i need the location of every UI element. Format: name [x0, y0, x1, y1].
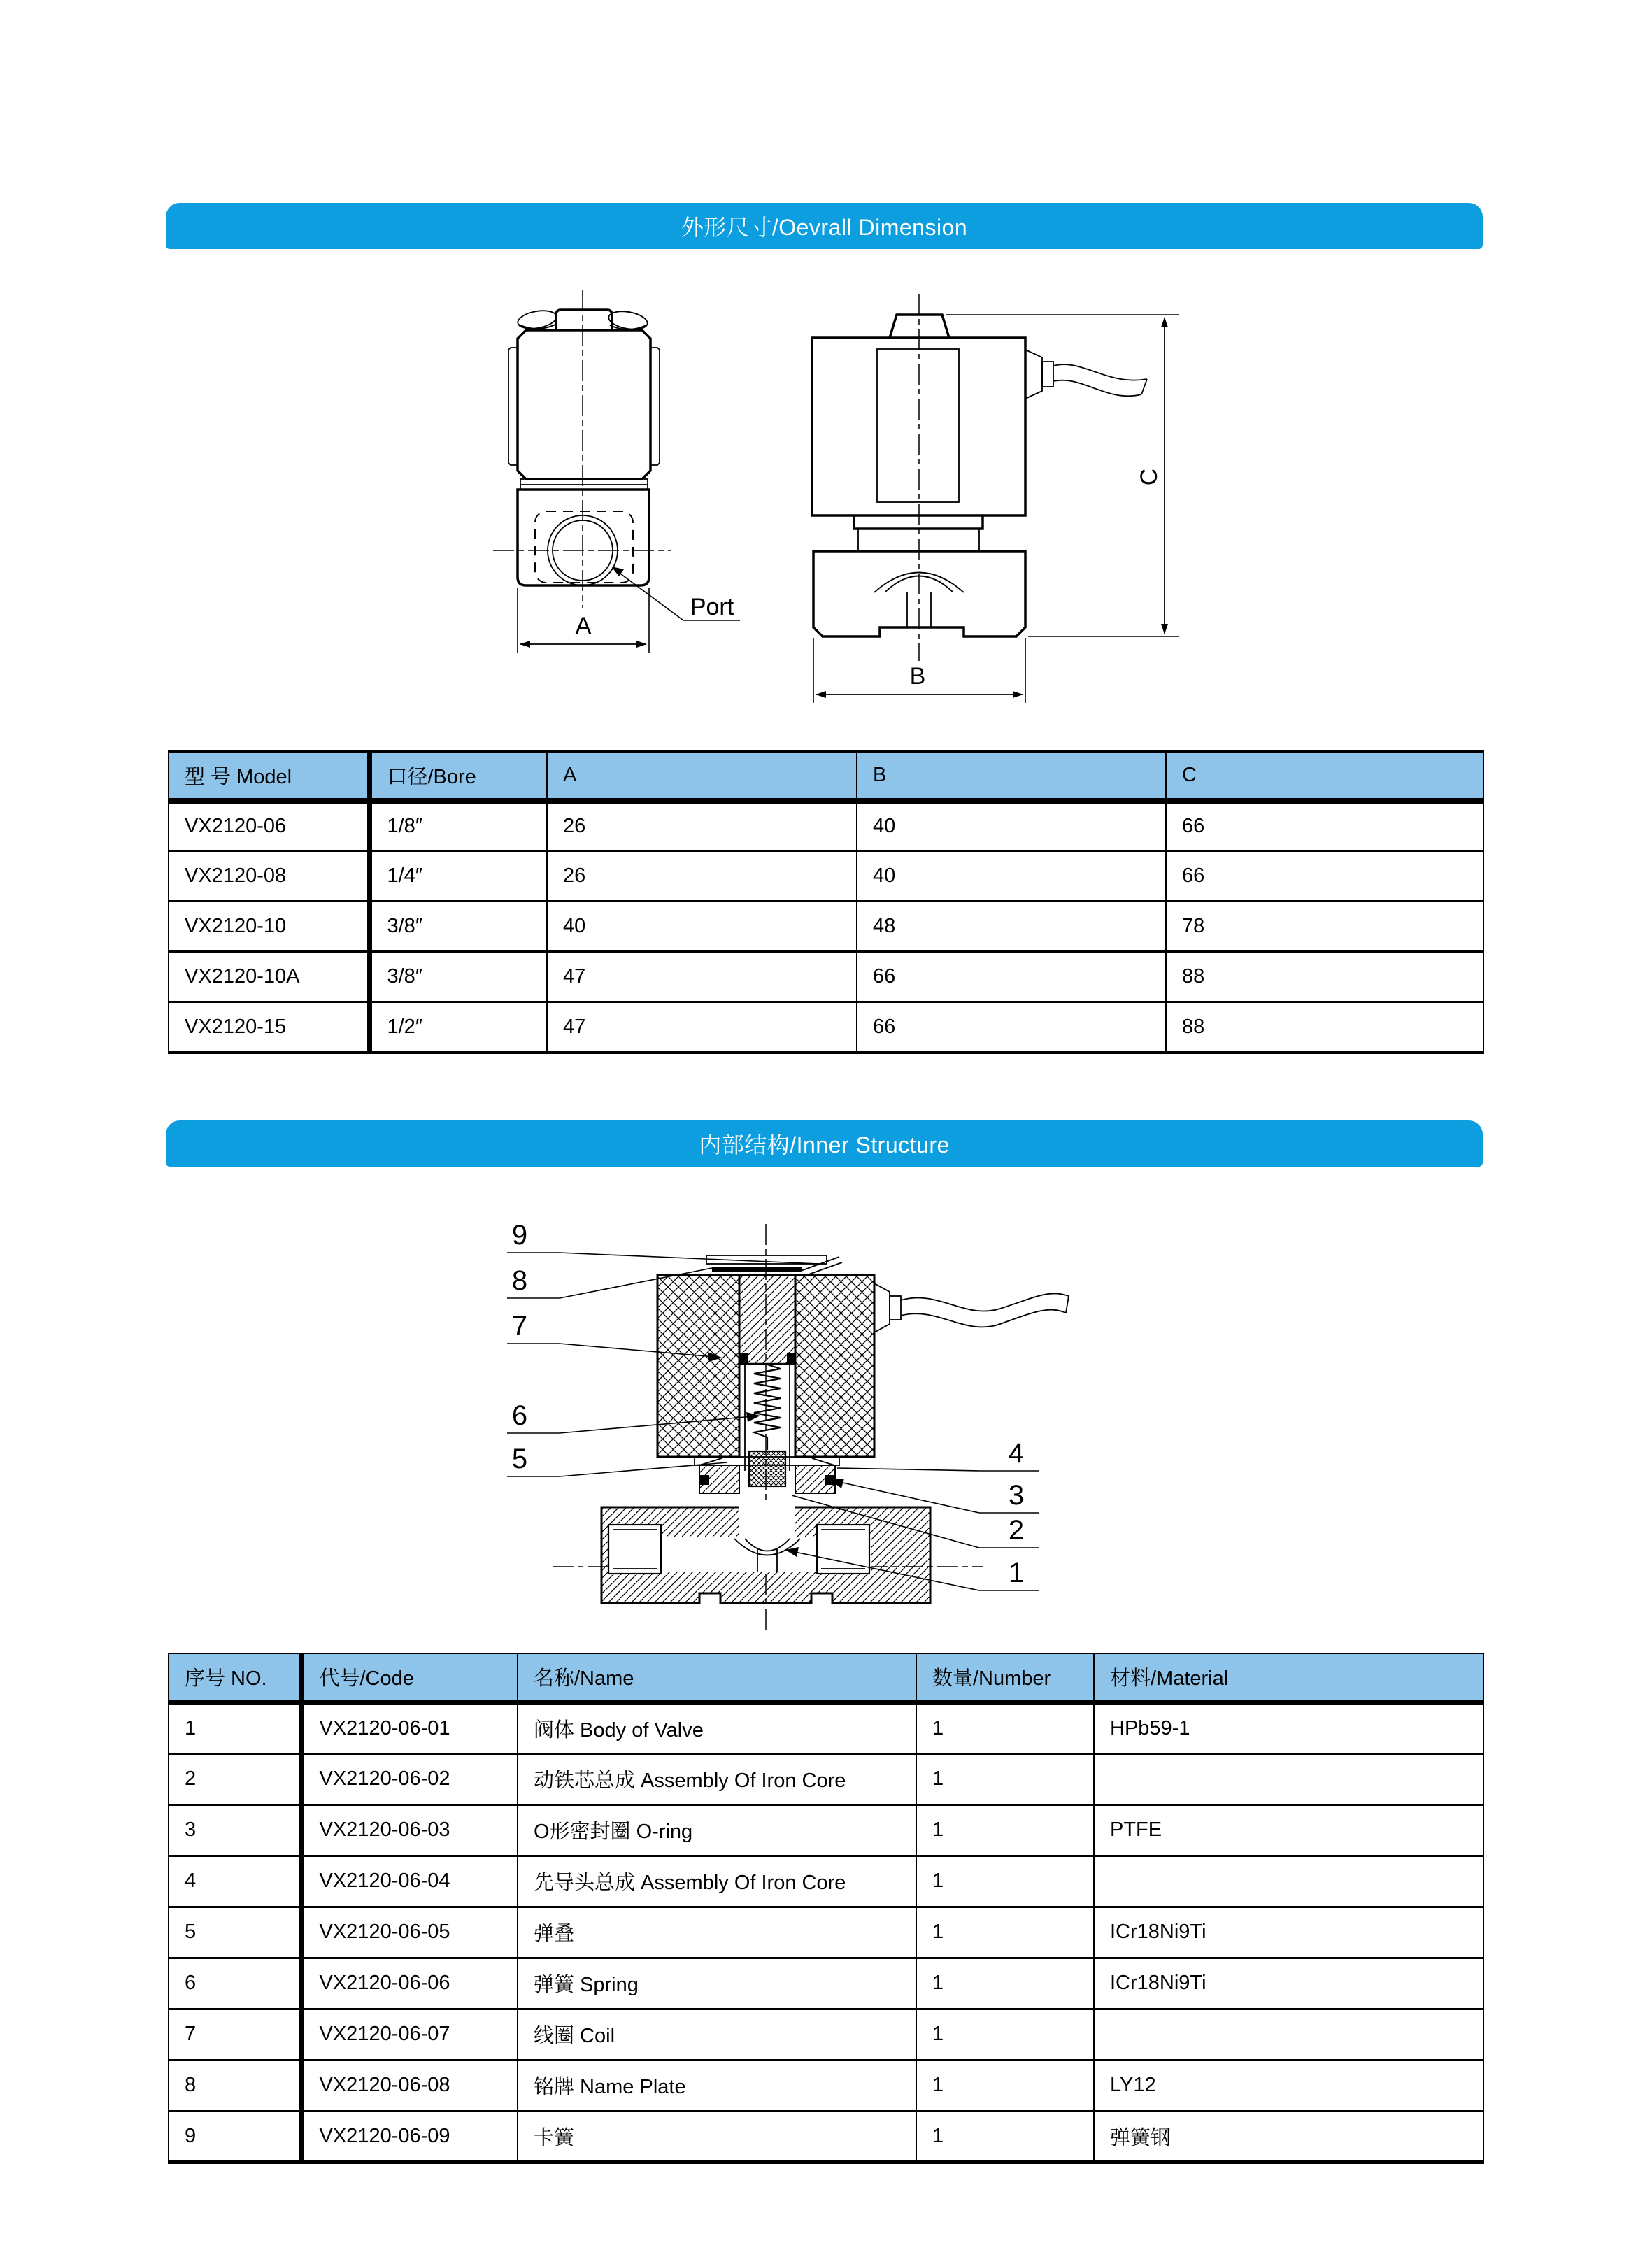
cell-material: PTFE — [1094, 1804, 1483, 1856]
cell-code: VX2120-06-09 — [301, 2111, 518, 2162]
cell-material — [1094, 1856, 1483, 1907]
cell-name: 弹簧 Spring — [518, 1958, 916, 2009]
cell-bore: 1/2″ — [369, 1002, 547, 1053]
cell-no: 5 — [169, 1907, 301, 1958]
dimension-table-header-row — [169, 752, 1483, 801]
cell-name: 先导头总成 Assembly Of Iron Core — [518, 1856, 916, 1907]
col-header-code: 代号/Code — [301, 1653, 518, 1702]
svg-text:9: 9 — [511, 1220, 528, 1251]
col-header-material: 材料/Material — [1094, 1653, 1483, 1702]
cell-bore: 1/8″ — [369, 801, 547, 851]
cell-name: 线圈 Coil — [518, 2009, 916, 2060]
cell-name: 卡簧 — [518, 2111, 916, 2162]
section-header-overall-dimension — [166, 203, 1483, 249]
parts-table — [168, 1653, 1484, 2164]
cell-bore: 3/8″ — [369, 902, 547, 952]
cell-material — [1094, 2009, 1483, 2060]
cell-number: 1 — [916, 1958, 1094, 2009]
table-row — [169, 2009, 1483, 2060]
cell-material: ICr18Ni9Ti — [1094, 1958, 1483, 2009]
table-row — [169, 2060, 1483, 2111]
svg-text:5: 5 — [511, 1444, 528, 1474]
inner-structure-drawing — [490, 1213, 1077, 1651]
cell-name: 铭牌 Name Plate — [518, 2060, 916, 2111]
col-header-b: B — [857, 752, 1166, 801]
spring-part — [754, 1365, 781, 1450]
col-header-c: C — [1166, 752, 1483, 801]
cell-c: 78 — [1166, 902, 1483, 952]
front-view-drawing — [493, 290, 740, 653]
circlip-part — [712, 1267, 802, 1272]
svg-text:3: 3 — [1008, 1480, 1025, 1511]
cell-code: VX2120-06-05 — [301, 1907, 518, 1958]
svg-text:4: 4 — [1008, 1438, 1025, 1469]
cell-code: VX2120-06-01 — [301, 1702, 518, 1753]
cell-code: VX2120-06-04 — [301, 1856, 518, 1907]
cell-number: 1 — [916, 1856, 1094, 1907]
table-row — [169, 1958, 1483, 2009]
table-row — [169, 2111, 1483, 2162]
svg-text:7: 7 — [511, 1311, 528, 1341]
table-row — [169, 1753, 1483, 1804]
cell-bore: 3/8″ — [369, 952, 547, 1002]
dimension-table — [168, 750, 1484, 1054]
cell-number: 1 — [916, 1753, 1094, 1804]
cable-connector-part — [874, 1283, 890, 1332]
fixed-core-part — [739, 1275, 795, 1364]
cell-a: 26 — [547, 801, 857, 851]
table-row — [169, 801, 1483, 851]
cell-b: 48 — [857, 902, 1166, 952]
cell-name: O形密封圈 O-ring — [518, 1804, 916, 1856]
cell-name: 动铁芯总成 Assembly Of Iron Core — [518, 1753, 916, 1804]
cell-a: 40 — [547, 902, 857, 952]
cell-a: 26 — [547, 851, 857, 902]
cell-model: VX2120-08 — [169, 851, 369, 902]
section-title-overall-dimension: 外形尺寸/Oevrall Dimension — [681, 215, 968, 240]
dim-label-c: C — [1136, 468, 1162, 486]
cell-model: VX2120-10 — [169, 902, 369, 952]
coil-left-part — [657, 1275, 739, 1457]
svg-text:1: 1 — [1008, 1558, 1025, 1588]
port-label: Port — [690, 594, 734, 620]
cell-number: 1 — [916, 1804, 1094, 1856]
cell-number: 1 — [916, 2060, 1094, 2111]
cell-bore: 1/4″ — [369, 851, 547, 902]
side-view-drawing — [812, 294, 1179, 703]
cell-b: 66 — [857, 1002, 1166, 1053]
cell-c: 88 — [1166, 952, 1483, 1002]
col-header-model: 型 号 Model — [169, 752, 369, 801]
svg-text:2: 2 — [1008, 1515, 1025, 1546]
cell-number: 1 — [916, 1702, 1094, 1753]
cell-no: 1 — [169, 1702, 301, 1753]
cell-c: 66 — [1166, 801, 1483, 851]
port-left — [608, 1525, 661, 1574]
cell-no: 3 — [169, 1804, 301, 1856]
cell-no: 6 — [169, 1958, 301, 2009]
dim-label-b: B — [909, 663, 926, 690]
cell-no: 7 — [169, 2009, 301, 2060]
coil-right-part — [795, 1275, 874, 1457]
cell-code: VX2120-06-06 — [301, 1958, 518, 2009]
cell-b: 40 — [857, 801, 1166, 851]
cell-code: VX2120-06-03 — [301, 1804, 518, 1856]
cell-name: 弹叠 — [518, 1907, 916, 1958]
table-row — [169, 1702, 1483, 1753]
cell-code: VX2120-06-07 — [301, 2009, 518, 2060]
cell-no: 4 — [169, 1856, 301, 1907]
table-row — [169, 1856, 1483, 1907]
cell-material: 弹簧钢 — [1094, 2111, 1483, 2162]
cell-c: 88 — [1166, 1002, 1483, 1053]
callout-9 — [507, 1220, 818, 1264]
svg-text:6: 6 — [511, 1400, 528, 1431]
col-header-number: 数量/Number — [916, 1653, 1094, 1702]
cell-material — [1094, 1753, 1483, 1804]
cell-no: 2 — [169, 1753, 301, 1804]
cell-number: 1 — [916, 1907, 1094, 1958]
col-header-no: 序号 NO. — [169, 1653, 301, 1702]
dimension-drawings — [483, 280, 1238, 713]
section-header-inner-structure — [166, 1120, 1483, 1167]
cell-c: 66 — [1166, 851, 1483, 902]
col-header-a: A — [547, 752, 857, 801]
cell-code: VX2120-06-08 — [301, 2060, 518, 2111]
cell-a: 47 — [547, 952, 857, 1002]
section-title-inner-structure: 内部结构/Inner Structure — [699, 1132, 950, 1158]
cell-material: HPb59-1 — [1094, 1702, 1483, 1753]
cell-no: 9 — [169, 2111, 301, 2162]
table-row — [169, 851, 1483, 902]
cell-model: VX2120-06 — [169, 801, 369, 851]
cell-model: VX2120-15 — [169, 1002, 369, 1053]
oring-left-part — [699, 1475, 709, 1485]
dim-label-a: A — [575, 613, 592, 639]
parts-table-header-row — [169, 1653, 1483, 1702]
table-row — [169, 902, 1483, 952]
cell-b: 40 — [857, 851, 1166, 902]
table-row — [169, 1907, 1483, 1958]
cell-model: VX2120-10A — [169, 952, 369, 1002]
table-row — [169, 952, 1483, 1002]
cell-number: 1 — [916, 2009, 1094, 2060]
col-header-bore: 口径/Bore — [369, 752, 547, 801]
cell-number: 1 — [916, 2111, 1094, 2162]
cell-b: 66 — [857, 952, 1166, 1002]
cell-name: 阀体 Body of Valve — [518, 1702, 916, 1753]
cell-a: 47 — [547, 1002, 857, 1053]
cell-material: LY12 — [1094, 2060, 1483, 2111]
cell-code: VX2120-06-02 — [301, 1753, 518, 1804]
table-row — [169, 1804, 1483, 1856]
cell-no: 8 — [169, 2060, 301, 2111]
cell-material: ICr18Ni9Ti — [1094, 1907, 1483, 1958]
table-row — [169, 1002, 1483, 1053]
col-header-name: 名称/Name — [518, 1653, 916, 1702]
svg-text:8: 8 — [511, 1265, 528, 1296]
